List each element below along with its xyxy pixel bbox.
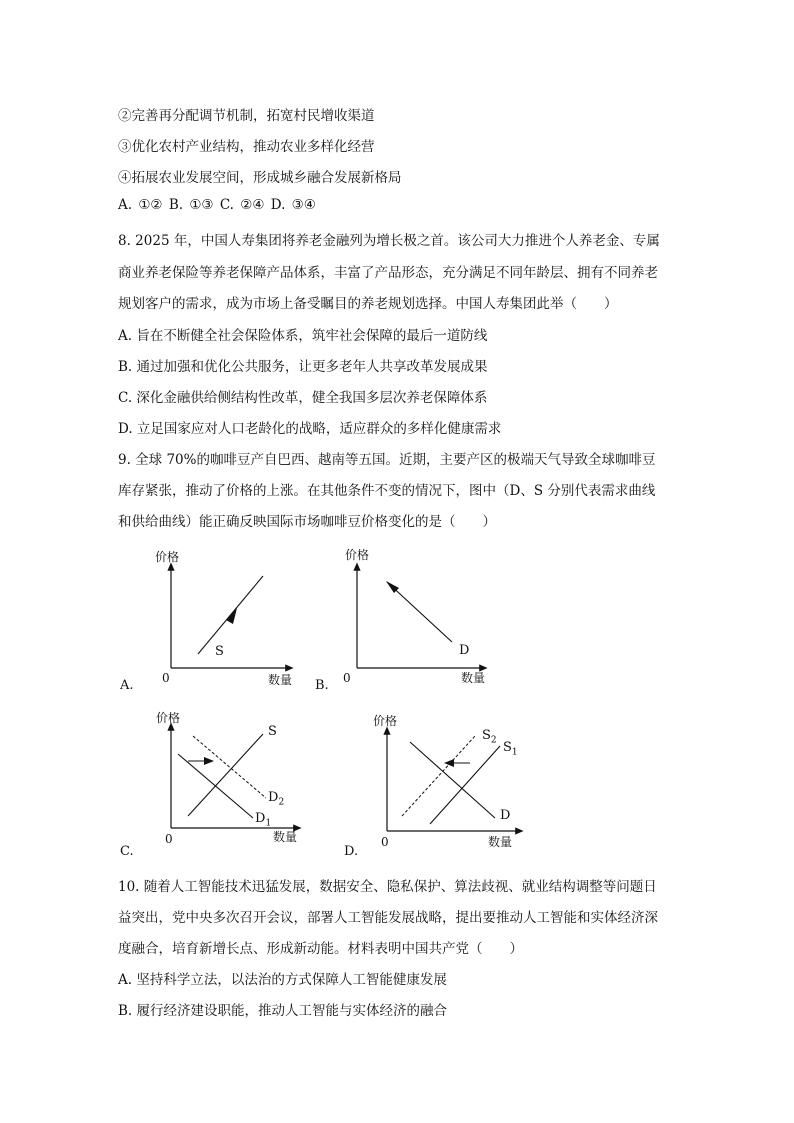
graph-a-letter: A. xyxy=(120,678,134,693)
y-axis-label: 价格 xyxy=(155,550,180,564)
curve-label-s1 xyxy=(503,740,518,758)
demand-curve xyxy=(410,742,495,818)
q7-option-2: ②完善再分配调节机制，拓宽村民增收渠道 xyxy=(118,108,375,124)
origin-label: 0 xyxy=(165,832,173,846)
s1-subscript: 1 xyxy=(511,747,518,758)
arrow-right-icon xyxy=(204,757,214,765)
q8-stem-line-2: 商业养老保险等养老保障产品体系，丰富了产品形态，充分满足不同年龄层、拥有不同养老 xyxy=(118,265,658,281)
origin-label: 0 xyxy=(381,835,389,849)
origin-label: 0 xyxy=(162,671,170,685)
q10-stem-line-3: 度融合，培育新增长点、形成新动能。材料表明中国共产党（ ） xyxy=(118,941,523,957)
q8-option-d: D. 立足国家应对人口老龄化的战略，适应群众的多样化健康需求 xyxy=(118,421,502,437)
supply-curve xyxy=(198,576,263,654)
graph-a xyxy=(118,544,308,694)
y-axis-label: 价格 xyxy=(373,714,398,728)
x-axis-label: 数量 xyxy=(461,671,486,685)
s2-letter: S xyxy=(482,728,491,743)
x-axis-label: 数量 xyxy=(488,835,513,849)
q8-option-a: A. 旨在不断健全社会保险体系，筑牢社会保障的最后一道防线 xyxy=(118,328,488,344)
demand-curve-d1 xyxy=(178,754,253,818)
s1-letter: S xyxy=(503,740,512,755)
graph-b-letter: B. xyxy=(315,678,329,693)
q7-answer-choices: A. ①② B. ①③ C. ②④ D. ③④ xyxy=(118,197,316,213)
graph-d xyxy=(340,706,540,861)
graph-c-letter: C. xyxy=(120,844,134,859)
q8-option-b: B. 通过加强和优化公共服务，让更多老年人共享改革发展成果 xyxy=(118,359,488,375)
curve-label-s2 xyxy=(482,728,497,746)
q8-stem-line-3: 规划客户的需求，成为市场上备受瞩目的养老规划选择。中国人寿集团此举（ ） xyxy=(118,296,618,312)
q7-option-3: ③优化农村产业结构，推动农业多样化经营 xyxy=(118,139,375,155)
y-axis-label: 价格 xyxy=(156,711,181,725)
demand-curve xyxy=(387,582,452,642)
curve-label-d2 xyxy=(268,790,284,808)
x-axis-label: 数量 xyxy=(268,673,293,687)
arrow-icon xyxy=(226,608,237,624)
d2-letter: D xyxy=(268,790,279,805)
curve-label-d1 xyxy=(255,811,271,829)
q9-stem-line-3: 和供给曲线）能正确反映国际市场咖啡豆价格变化的是（ ） xyxy=(118,514,496,530)
d1-letter: D xyxy=(255,811,266,826)
curve-label-s: S xyxy=(215,644,224,659)
q10-option-b: B. 履行经济建设职能，推动人工智能与实体经济的融合 xyxy=(118,1003,448,1019)
q7-option-4: ④拓展农业发展空间，形成城乡融合发展新格局 xyxy=(118,170,402,186)
curve-label-d: D xyxy=(459,643,470,658)
supply-curve xyxy=(188,734,263,816)
q8-option-c: C. 深化金融供给侧结构性改革，健全我国多层次养老保障体系 xyxy=(118,390,488,406)
x-axis-label: 数量 xyxy=(273,830,298,844)
graph-d-letter: D. xyxy=(344,844,359,859)
y-axis-label: 价格 xyxy=(345,548,370,562)
supply-curve-s1 xyxy=(430,746,500,824)
q10-stem-line-2: 益突出，党中央多次召开会议，部署人工智能发展战略，提出要推动人工智能和实体经济深 xyxy=(118,910,658,926)
origin-label: 0 xyxy=(343,671,351,685)
curve-label-d: D xyxy=(500,808,511,823)
q10-stem-line-1: 10. 随着人工智能技术迅猛发展，数据安全、隐私保护、算法歧视、就业结构调整等问题日 xyxy=(118,879,657,895)
q9-stem-line-2: 库存紧张，推动了价格的上涨。在其他条件不变的情况下，图中（D、S 分别代表需求曲线 xyxy=(118,483,656,499)
d2-subscript: 2 xyxy=(278,797,285,808)
demand-curve-d2 xyxy=(193,736,266,798)
q10-option-a: A. 坚持科学立法，以法治的方式保障人工智能健康发展 xyxy=(118,972,447,988)
arrow-left-icon xyxy=(444,759,454,767)
supply-curve-s2 xyxy=(402,736,475,816)
curve-label-s: S xyxy=(268,724,277,739)
graph-b xyxy=(312,544,502,694)
q9-stem-line-1: 9. 全球 70%的咖啡豆产自巴西、越南等五国。近期，主要产区的极端天气导致全球咖啡豆 xyxy=(118,452,656,468)
s2-subscript: 2 xyxy=(490,735,497,746)
d1-subscript: 1 xyxy=(265,818,272,829)
graph-c xyxy=(118,706,318,861)
q8-stem-line-1: 8. 2025 年，中国人寿集团将养老金融列为增长极之首。该公司大力推进个人养老金、专属 xyxy=(118,233,660,249)
